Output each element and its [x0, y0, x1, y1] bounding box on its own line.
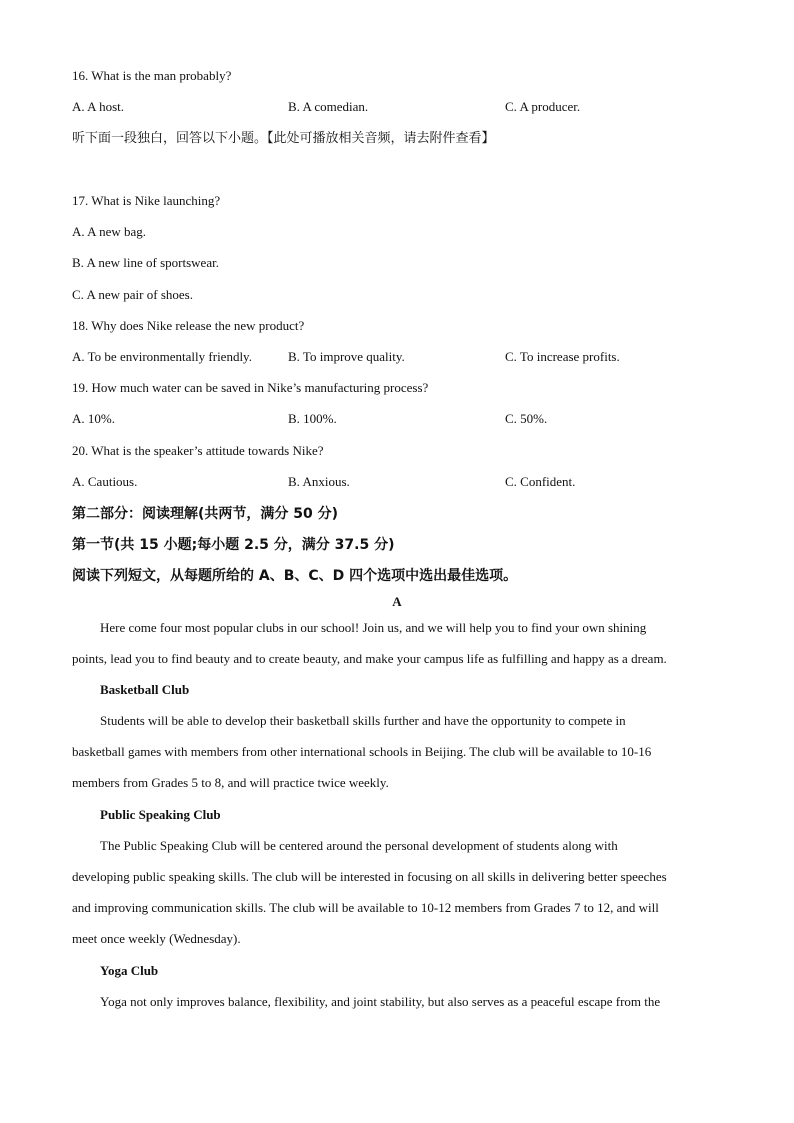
intro-line-2: points, lead you to find beauty and to create beauty, and make your campus life as fulfilling and happy as a dream. [72, 651, 667, 666]
speaking-line-1: The Public Speaking Club will be centered around the personal development of students along with [100, 838, 618, 853]
part2-heading: 第二部分：阅读理解(共两节，满分 50 分) [72, 506, 339, 522]
q19-option-c: C. 50%. [505, 411, 548, 426]
q19-option-a: A. 10%. [72, 411, 115, 426]
q18-option-a: A. To be environmentally friendly. [72, 349, 252, 364]
q17-option-c: C. A new pair of shoes. [72, 287, 193, 302]
q17-option-a: A. A new bag. [72, 224, 147, 239]
q18-option-b: B. To improve quality. [288, 349, 405, 364]
q20-option-a: A. Cautious. [72, 474, 138, 489]
q16-option-b: B. A comedian. [288, 99, 369, 114]
basketball-line-3: members from Grades 5 to 8, and will practice twice weekly. [72, 775, 389, 790]
q17-option-b: B. A new line of sportswear. [72, 255, 219, 270]
speaking-line-2: developing public speaking skills. The club will be interested in focusing on all skills in delivering better speeches [72, 869, 667, 884]
passage-label: A [392, 594, 402, 609]
question-16: 16. What is the man probably? [72, 68, 232, 83]
question-20: 20. What is the speaker’s attitude towards Nike? [72, 443, 324, 458]
yoga-line-1: Yoga not only improves balance, flexibility, and joint stability, but also serves as a peaceful escape from the [100, 994, 661, 1009]
question-18: 18. Why does Nike release the new product? [72, 318, 305, 333]
basketball-line-2: basketball games with members from other international schools in Beijing. The club will be available to 10-16 [72, 744, 652, 759]
listening-instruction: 听下面一段独白，回答以下小题。【此处可播放相关音频，请去附件查看】 [72, 131, 495, 146]
speaking-line-3: and improving communication skills. The club will be available to 10-12 members from Grades 7 to 12, and will [72, 900, 659, 915]
q18-option-c: C. To increase profits. [505, 349, 620, 364]
public-speaking-club-title: Public Speaking Club [100, 807, 221, 822]
basketball-club-title: Basketball Club [100, 682, 190, 697]
question-17: 17. What is Nike launching? [72, 193, 221, 208]
yoga-club-title: Yoga Club [100, 963, 159, 978]
speaking-line-4: meet once weekly (Wednesday). [72, 931, 241, 946]
question-19: 19. How much water can be saved in Nike’s manufacturing process? [72, 380, 429, 395]
q20-option-b: B. Anxious. [288, 474, 350, 489]
q16-option-a: A. A host. [72, 99, 125, 114]
basketball-line-1: Students will be able to develop their basketball skills further and have the opportunity to compete in [100, 713, 626, 728]
reading-instruction: 阅读下列短文，从每题所给的 A、B、C、D 四个选项中选出最佳选项。 [72, 568, 518, 584]
section1-heading: 第一节(共 15 小题;每小题 2.5 分，满分 37.5 分) [72, 537, 395, 553]
intro-line-1: Here come four most popular clubs in our school! Join us, and we will help you to find your own shining [100, 620, 647, 635]
q19-option-b: B. 100%. [288, 411, 337, 426]
q16-option-c: C. A producer. [505, 99, 581, 114]
q20-option-c: C. Confident. [505, 474, 576, 489]
